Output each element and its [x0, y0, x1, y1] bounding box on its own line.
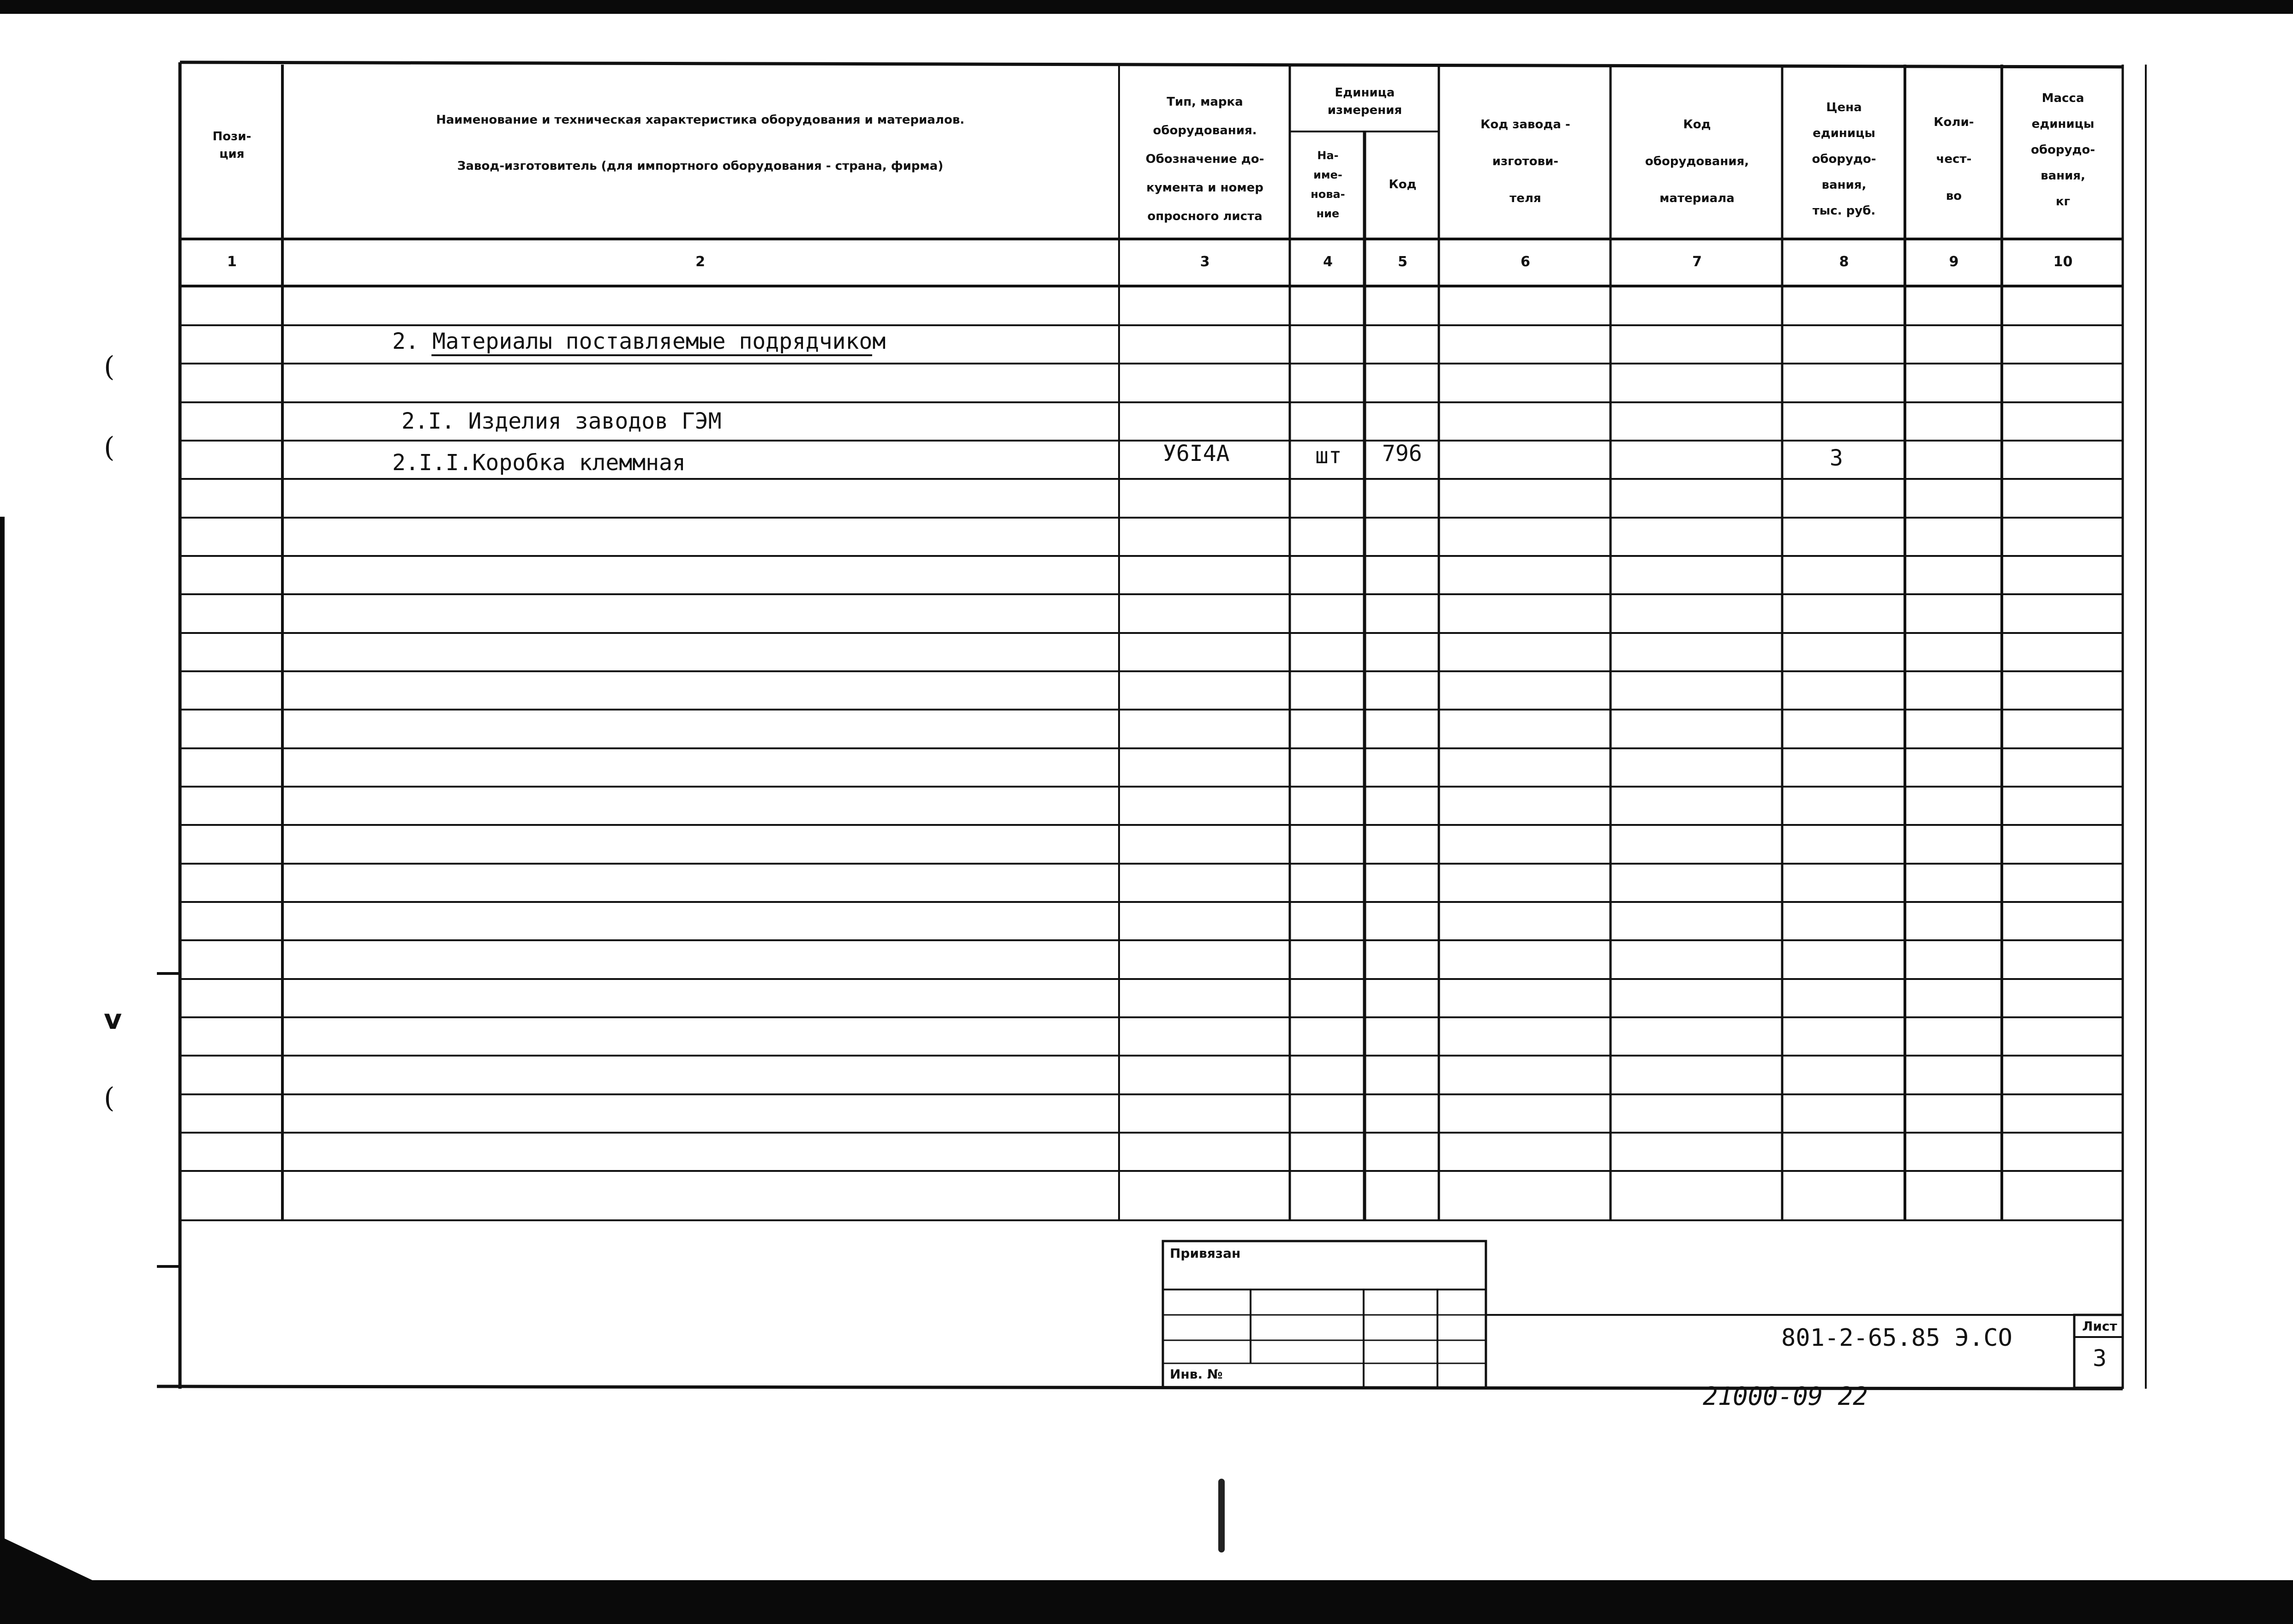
- margin-mark-4: (: [104, 1082, 115, 1114]
- column-number-9: 9: [1949, 254, 1959, 270]
- header-unit-group: Единица измерения: [1327, 86, 1402, 117]
- scan-artifact: [1218, 1479, 1225, 1552]
- sheet-label: Лист: [2082, 1319, 2117, 1334]
- section-title: 2. Материалы поставляемые подрядчиком: [392, 328, 886, 354]
- stamp-inv-label: Инв. №: [1170, 1367, 1223, 1382]
- margin-mark-3: v: [104, 1003, 122, 1036]
- item-name: 2.I.I.Коробка клеммная: [392, 450, 686, 476]
- header-name-line1: Наименование и техническая характеристика оборудования и материалов.: [436, 113, 965, 127]
- column-number-3: 3: [1200, 254, 1210, 270]
- subsection-title: 2.I. Изделия заводов ГЭМ: [401, 408, 722, 434]
- header-unit-name: На- име- нова- ние: [1311, 149, 1345, 220]
- header-position: Пози- ция: [212, 130, 251, 161]
- column-number-5: 5: [1398, 254, 1407, 270]
- bottom-code: 21000-09 22: [1703, 1382, 1868, 1411]
- header-mass: Масса единицы оборудо- вания, кг: [2030, 91, 2095, 209]
- column-number-2: 2: [695, 254, 705, 270]
- column-number-10: 10: [2053, 254, 2073, 270]
- column-number-7: 7: [1692, 254, 1702, 270]
- column-number-8: 8: [1839, 254, 1849, 270]
- header-price: Цена единицы оборудо- вания, тыс. руб.: [1812, 101, 1876, 218]
- sheet-number: 3: [2092, 1345, 2107, 1372]
- header-maker-code: Код завода - изготови- теля: [1480, 118, 1570, 205]
- item-price: 3: [1830, 445, 1843, 471]
- stamp-bound-label: Привязан: [1170, 1246, 1241, 1261]
- column-number-4: 4: [1323, 254, 1333, 270]
- column-number-6: 6: [1521, 254, 1530, 270]
- column-number-1: 1: [227, 254, 237, 270]
- item-unit-code: 796: [1382, 441, 1422, 466]
- header-name-line2: Завод-изготовитель (для импортного оборудования - страна, фирма): [457, 159, 944, 173]
- header-quantity: Коли- чест- во: [1934, 115, 1974, 203]
- margin-mark-2: (: [104, 431, 115, 464]
- header-equipment-code: Код оборудования, материала: [1645, 118, 1749, 205]
- document-code: 801-2-65.85 Э.СО: [1781, 1324, 2012, 1352]
- header-type: Тип, марка оборудования. Обозначение до- кумента и номер опросного листа: [1145, 95, 1264, 223]
- header-unit-code: Код: [1389, 178, 1417, 191]
- item-unit: шт: [1315, 443, 1342, 469]
- item-type: У6I4А: [1163, 441, 1230, 466]
- margin-mark-1: (: [104, 351, 115, 383]
